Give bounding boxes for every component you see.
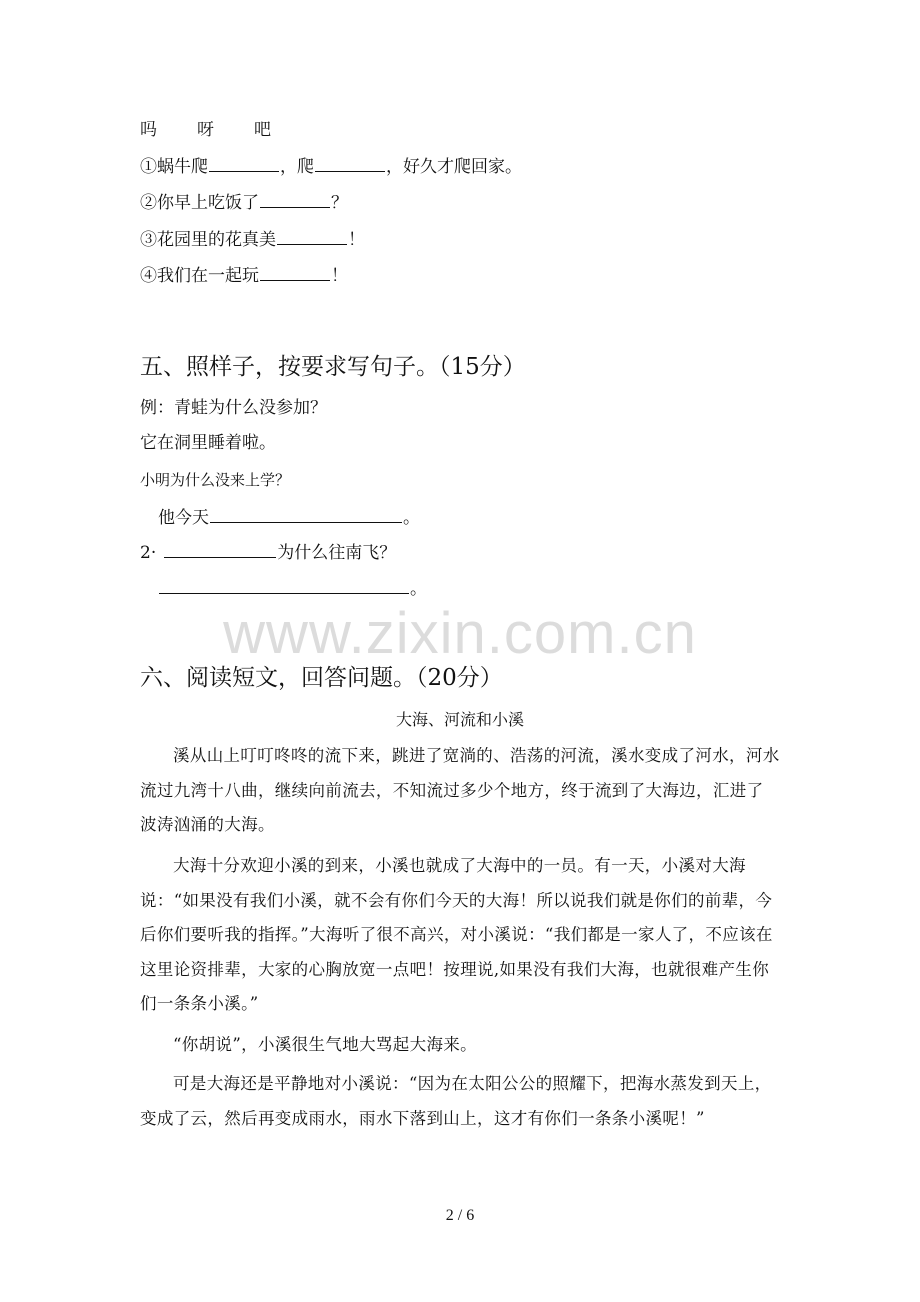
word-option-ba: 吧 [254, 120, 271, 140]
story-title: 大海、河流和小溪 [395, 710, 524, 729]
answer-2-end: 。 [410, 579, 427, 599]
example-answer: 它在洞里睡着啦。 [140, 433, 276, 453]
answer-blank[interactable] [315, 155, 385, 172]
answer-blank[interactable] [210, 506, 402, 523]
q4-text-b: ！ [331, 266, 348, 286]
answer-1-prefix: 他今天 [158, 508, 209, 528]
word-option-ya: 呀 [197, 120, 214, 140]
answer-1-end: 。 [403, 508, 420, 528]
page-number: 2 / 6 [445, 1207, 475, 1224]
answer-blank[interactable] [164, 541, 276, 558]
fill-question-3 [140, 228, 365, 251]
answer-blank[interactable] [260, 264, 330, 281]
answer-blank[interactable] [260, 191, 330, 208]
rewrite-answer-2 [158, 577, 427, 600]
section-6-title: 六、阅读短文，回答问题。（20分） [140, 665, 503, 691]
question-2-suffix: 为什么往南飞？ [277, 543, 397, 563]
fill-question-1 [140, 155, 522, 178]
story-paragraph-3: “你胡说”，小溪很生气地大骂起大海来。 [173, 1035, 478, 1054]
story-paragraph-2: 大海十分欢迎小溪的到来，小溪也就成了大海中的一员。有一天，小溪对大海说：“如果没有我们小溪，就不会有你们今天的大海！所以说我们就是你们的前辈，今后你们要听我的指挥。”大海听了很不高兴，对小溪说：“我们都是一家人了，不应该在这里论资排辈，大家的心胸放宽一点吧！按理说,如果没有我们大海，也就很难产生你们一条条小溪。” [140, 856, 773, 1014]
rewrite-question-1: 小明为什么没来上学？ [140, 471, 291, 489]
answer-blank[interactable] [159, 577, 409, 594]
section-5-title: 五、照样子，按要求写句子。（15分） [140, 354, 526, 380]
q1-text-b: ，爬 [280, 157, 314, 177]
q3-text-b: ！ [348, 230, 365, 250]
story-paragraph-4: 可是大海还是平静地对小溪说：“因为在太阳公公的照耀下，把海水蒸发到天上，变成了云，然后再变成雨水，雨水下落到山上，这才有你们一条条小溪呢！” [140, 1074, 772, 1128]
q1-text-a: ①蜗牛爬 [140, 157, 208, 177]
q2-text-b: ？ [331, 193, 348, 213]
answer-blank[interactable] [277, 228, 347, 245]
q1-text-c: ，好久才爬回家。 [386, 157, 522, 177]
answer-blank[interactable] [209, 155, 279, 172]
fill-question-4 [140, 264, 348, 287]
q3-text-a: ③花园里的花真美 [140, 230, 276, 250]
question-2-number: 2· [140, 543, 157, 563]
q4-text-a: ④我们在一起玩 [140, 266, 259, 286]
rewrite-answer-1 [158, 506, 420, 529]
rewrite-question-2 [140, 541, 396, 564]
q2-text-a: ②你早上吃饭了 [140, 193, 259, 213]
word-options [140, 119, 271, 141]
story-paragraph-1: 溪从山上叮叮咚咚的流下来，跳进了宽淌的、浩荡的河流，溪水变成了河水，河水流过九湾十八曲，继续向前流去，不知流过多少个地方，终于流到了大海边，汇进了波涛汹涌的大海。 [140, 746, 780, 835]
word-option-ma: 吗 [140, 120, 157, 140]
fill-question-2 [140, 191, 348, 214]
site-watermark: www.zixin.com.cn [223, 601, 697, 666]
example-question: 例：青蛙为什么没参加？ [140, 398, 327, 418]
